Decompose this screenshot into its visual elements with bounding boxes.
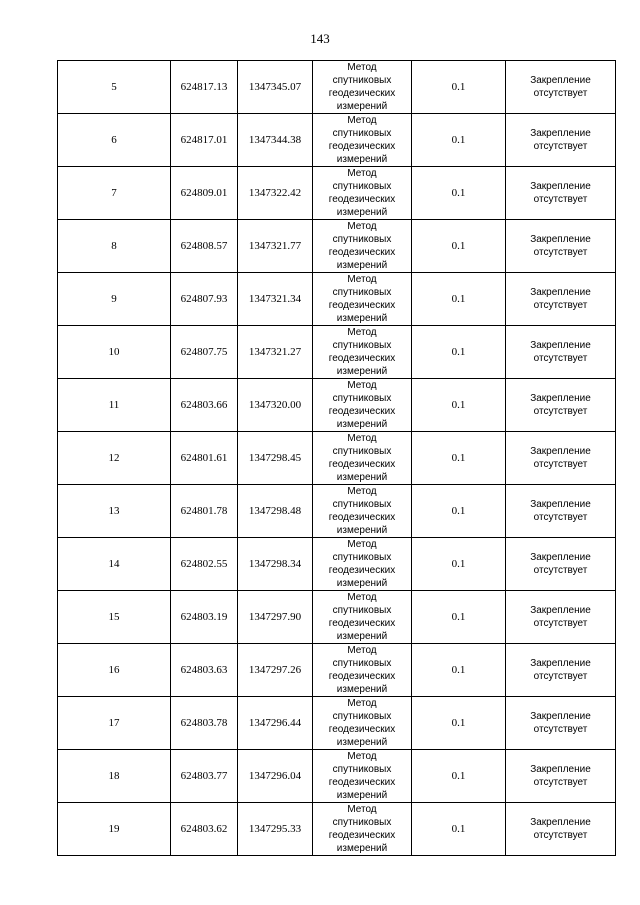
- fixing-text-line: Закрепление: [530, 658, 591, 669]
- page-number: 143: [310, 31, 330, 46]
- x-coordinate-cell: 624809.01: [171, 167, 238, 220]
- method-cell: [313, 220, 412, 273]
- method-text-line: геодезических: [328, 247, 396, 258]
- table-row: [58, 697, 616, 750]
- y-coordinate-cell: 1347296.04: [238, 750, 313, 803]
- method-text-line: Метод: [347, 804, 377, 815]
- method-text-line: Метод: [347, 486, 377, 497]
- fixing-text-line: Закрепление: [530, 499, 591, 510]
- method-text-line: геодезических: [328, 353, 396, 364]
- fixing-cell: [506, 697, 616, 750]
- accuracy-cell: 0.1: [412, 644, 506, 697]
- table-row: [58, 61, 616, 114]
- table-row: [58, 485, 616, 538]
- x-coordinate-cell: 624807.93: [171, 273, 238, 326]
- method-text-line: геодезических: [328, 565, 396, 576]
- method-text-line: геодезических: [328, 88, 396, 99]
- accuracy-cell: 0.1: [412, 326, 506, 379]
- method-text-line: геодезических: [328, 141, 396, 152]
- method-text-line: Метод: [347, 274, 377, 285]
- fixing-text-line: отсутствует: [533, 300, 588, 311]
- y-coordinate-cell: 1347297.26: [238, 644, 313, 697]
- fixing-text-line: отсутствует: [533, 618, 588, 629]
- fixing-text-line: Закрепление: [530, 287, 591, 298]
- table-row: [58, 379, 616, 432]
- accuracy-cell: 0.1: [412, 591, 506, 644]
- method-text-line: Метод: [347, 645, 377, 656]
- accuracy-cell: 0.1: [412, 273, 506, 326]
- y-coordinate-cell: 1347296.44: [238, 697, 313, 750]
- method-text-line: спутниковых: [332, 393, 392, 404]
- accuracy-cell: 0.1: [412, 432, 506, 485]
- method-text-line: измерений: [336, 790, 388, 801]
- method-text-line: геодезических: [328, 300, 396, 311]
- table-row: [58, 167, 616, 220]
- point-number-cell: 18: [58, 750, 171, 803]
- fixing-text-line: Закрепление: [530, 446, 591, 457]
- y-coordinate-cell: 1347321.34: [238, 273, 313, 326]
- method-text-line: Метод: [347, 380, 377, 391]
- method-cell: [313, 644, 412, 697]
- x-coordinate-cell: 624808.57: [171, 220, 238, 273]
- fixing-text-line: Закрепление: [530, 552, 591, 563]
- point-number-cell: 12: [58, 432, 171, 485]
- y-coordinate-cell: 1347345.07: [238, 61, 313, 114]
- method-text-line: геодезических: [328, 512, 396, 523]
- y-coordinate-cell: 1347298.45: [238, 432, 313, 485]
- method-text-line: Метод: [347, 168, 377, 179]
- method-text-line: геодезических: [328, 724, 396, 735]
- method-text-line: геодезических: [328, 830, 396, 841]
- fixing-text-line: отсутствует: [533, 671, 588, 682]
- method-cell: [313, 750, 412, 803]
- method-text-line: Метод: [347, 433, 377, 444]
- accuracy-cell: 0.1: [412, 114, 506, 167]
- accuracy-cell: 0.1: [412, 220, 506, 273]
- method-cell: [313, 61, 412, 114]
- fixing-cell: [506, 538, 616, 591]
- fixing-text-line: Закрепление: [530, 181, 591, 192]
- fixing-text-line: отсутствует: [533, 777, 588, 788]
- point-number-cell: 7: [58, 167, 171, 220]
- method-text-line: измерений: [336, 472, 388, 483]
- table-row: [58, 538, 616, 591]
- method-text-line: спутниковых: [332, 181, 392, 192]
- table-row: [58, 273, 616, 326]
- x-coordinate-cell: 624803.63: [171, 644, 238, 697]
- y-coordinate-cell: 1347297.90: [238, 591, 313, 644]
- method-text-line: спутниковых: [332, 817, 392, 828]
- fixing-text-line: отсутствует: [533, 830, 588, 841]
- fixing-cell: [506, 432, 616, 485]
- x-coordinate-cell: 624803.19: [171, 591, 238, 644]
- x-coordinate-cell: 624801.78: [171, 485, 238, 538]
- method-text-line: спутниковых: [332, 75, 392, 86]
- fixing-cell: [506, 220, 616, 273]
- method-text-line: измерений: [336, 313, 388, 324]
- method-cell: [313, 485, 412, 538]
- method-text-line: измерений: [336, 260, 388, 271]
- x-coordinate-cell: 624801.61: [171, 432, 238, 485]
- y-coordinate-cell: 1347322.42: [238, 167, 313, 220]
- method-text-line: спутниковых: [332, 287, 392, 298]
- point-number-cell: 13: [58, 485, 171, 538]
- fixing-text-line: отсутствует: [533, 724, 588, 735]
- method-cell: [313, 591, 412, 644]
- method-text-line: измерений: [336, 207, 388, 218]
- fixing-text-line: Закрепление: [530, 605, 591, 616]
- method-text-line: спутниковых: [332, 128, 392, 139]
- accuracy-cell: 0.1: [412, 61, 506, 114]
- point-number-cell: 11: [58, 379, 171, 432]
- method-text-line: Метод: [347, 539, 377, 550]
- x-coordinate-cell: 624803.77: [171, 750, 238, 803]
- method-text-line: спутниковых: [332, 499, 392, 510]
- fixing-cell: [506, 485, 616, 538]
- method-text-line: Метод: [347, 62, 377, 73]
- method-text-line: геодезических: [328, 618, 396, 629]
- point-number-cell: 5: [58, 61, 171, 114]
- method-text-line: спутниковых: [332, 605, 392, 616]
- method-cell: [313, 697, 412, 750]
- method-text-line: Метод: [347, 751, 377, 762]
- fixing-text-line: Закрепление: [530, 128, 591, 139]
- accuracy-cell: 0.1: [412, 697, 506, 750]
- fixing-text-line: Закрепление: [530, 75, 591, 86]
- table-row: [58, 220, 616, 273]
- fixing-cell: [506, 750, 616, 803]
- method-text-line: измерений: [336, 737, 388, 748]
- fixing-text-line: Закрепление: [530, 340, 591, 351]
- y-coordinate-cell: 1347298.34: [238, 538, 313, 591]
- fixing-cell: [506, 379, 616, 432]
- point-number-cell: 15: [58, 591, 171, 644]
- method-cell: [313, 538, 412, 591]
- accuracy-cell: 0.1: [412, 538, 506, 591]
- method-text-line: измерений: [336, 578, 388, 589]
- table-row: [58, 591, 616, 644]
- accuracy-cell: 0.1: [412, 167, 506, 220]
- x-coordinate-cell: 624802.55: [171, 538, 238, 591]
- method-text-line: спутниковых: [332, 764, 392, 775]
- x-coordinate-cell: 624807.75: [171, 326, 238, 379]
- y-coordinate-cell: 1347320.00: [238, 379, 313, 432]
- table-row: [58, 432, 616, 485]
- fixing-cell: [506, 61, 616, 114]
- method-text-line: Метод: [347, 115, 377, 126]
- accuracy-cell: 0.1: [412, 485, 506, 538]
- table-row: [58, 326, 616, 379]
- method-cell: [313, 432, 412, 485]
- x-coordinate-cell: 624803.62: [171, 803, 238, 856]
- method-text-line: измерений: [336, 101, 388, 112]
- method-text-line: измерений: [336, 843, 388, 854]
- x-coordinate-cell: 624803.78: [171, 697, 238, 750]
- table-row: [58, 644, 616, 697]
- method-text-line: геодезических: [328, 406, 396, 417]
- x-coordinate-cell: 624817.01: [171, 114, 238, 167]
- table-row: [58, 114, 616, 167]
- method-text-line: Метод: [347, 221, 377, 232]
- method-cell: [313, 326, 412, 379]
- y-coordinate-cell: 1347321.27: [238, 326, 313, 379]
- method-text-line: измерений: [336, 631, 388, 642]
- point-number-cell: 8: [58, 220, 171, 273]
- fixing-text-line: отсутствует: [533, 565, 588, 576]
- fixing-text-line: Закрепление: [530, 234, 591, 245]
- fixing-cell: [506, 273, 616, 326]
- accuracy-cell: 0.1: [412, 803, 506, 856]
- fixing-text-line: отсутствует: [533, 353, 588, 364]
- method-text-line: спутниковых: [332, 234, 392, 245]
- method-text-line: спутниковых: [332, 658, 392, 669]
- method-text-line: Метод: [347, 327, 377, 338]
- method-text-line: геодезических: [328, 459, 396, 470]
- fixing-text-line: Закрепление: [530, 393, 591, 404]
- accuracy-cell: 0.1: [412, 379, 506, 432]
- fixing-cell: [506, 114, 616, 167]
- accuracy-cell: 0.1: [412, 750, 506, 803]
- method-text-line: измерений: [336, 525, 388, 536]
- method-text-line: измерений: [336, 366, 388, 377]
- method-text-line: Метод: [347, 592, 377, 603]
- method-text-line: спутниковых: [332, 340, 392, 351]
- point-number-cell: 19: [58, 803, 171, 856]
- coordinates-table-body: [58, 61, 616, 856]
- fixing-cell: [506, 167, 616, 220]
- method-cell: [313, 379, 412, 432]
- y-coordinate-cell: 1347344.38: [238, 114, 313, 167]
- fixing-cell: [506, 326, 616, 379]
- fixing-cell: [506, 591, 616, 644]
- method-text-line: геодезических: [328, 194, 396, 205]
- method-text-line: Метод: [347, 698, 377, 709]
- fixing-text-line: отсутствует: [533, 247, 588, 258]
- method-text-line: измерений: [336, 419, 388, 430]
- fixing-text-line: отсутствует: [533, 406, 588, 417]
- method-text-line: спутниковых: [332, 552, 392, 563]
- x-coordinate-cell: 624803.66: [171, 379, 238, 432]
- method-text-line: измерений: [336, 684, 388, 695]
- point-number-cell: 9: [58, 273, 171, 326]
- y-coordinate-cell: 1347295.33: [238, 803, 313, 856]
- point-number-cell: 6: [58, 114, 171, 167]
- point-number-cell: 10: [58, 326, 171, 379]
- method-text-line: спутниковых: [332, 446, 392, 457]
- point-number-cell: 16: [58, 644, 171, 697]
- fixing-text-line: отсутствует: [533, 141, 588, 152]
- fixing-text-line: Закрепление: [530, 764, 591, 775]
- coordinates-table: [57, 60, 616, 856]
- method-cell: [313, 803, 412, 856]
- fixing-text-line: отсутствует: [533, 512, 588, 523]
- x-coordinate-cell: 624817.13: [171, 61, 238, 114]
- fixing-text-line: Закрепление: [530, 817, 591, 828]
- method-text-line: измерений: [336, 154, 388, 165]
- fixing-text-line: Закрепление: [530, 711, 591, 722]
- point-number-cell: 17: [58, 697, 171, 750]
- table-row: [58, 803, 616, 856]
- method-text-line: спутниковых: [332, 711, 392, 722]
- fixing-cell: [506, 644, 616, 697]
- point-number-cell: 14: [58, 538, 171, 591]
- method-cell: [313, 114, 412, 167]
- fixing-text-line: отсутствует: [533, 459, 588, 470]
- fixing-cell: [506, 803, 616, 856]
- y-coordinate-cell: 1347321.77: [238, 220, 313, 273]
- method-cell: [313, 167, 412, 220]
- fixing-text-line: отсутствует: [533, 88, 588, 99]
- method-cell: [313, 273, 412, 326]
- method-text-line: геодезических: [328, 777, 396, 788]
- method-text-line: геодезических: [328, 671, 396, 682]
- fixing-text-line: отсутствует: [533, 194, 588, 205]
- y-coordinate-cell: 1347298.48: [238, 485, 313, 538]
- table-row: [58, 750, 616, 803]
